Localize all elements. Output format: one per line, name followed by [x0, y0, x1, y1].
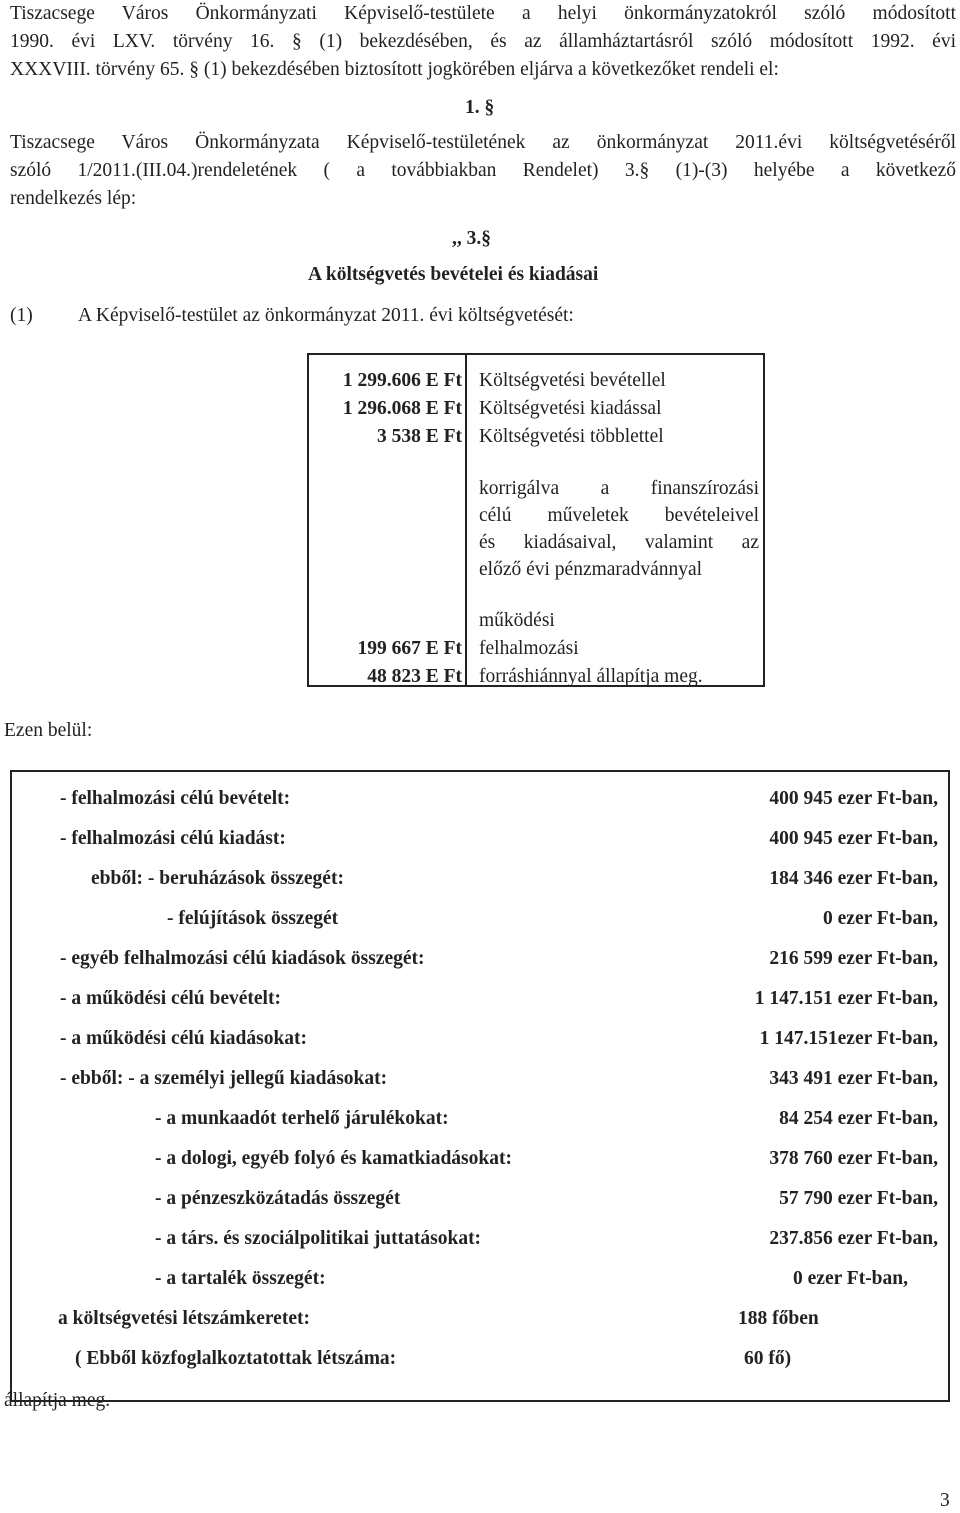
- deficit-amount-capital: 48 823 E Ft: [367, 666, 462, 687]
- detail-label-public-workers: ( Ebből közfoglalkoztatottak létszáma:: [75, 1348, 397, 1369]
- budget-note-line-1: korrigálva a finanszírozási: [479, 478, 759, 499]
- budget-amount-surplus: 3 538 E Ft: [376, 426, 462, 447]
- detail-value-social: 237.856 ezer Ft-ban,: [769, 1228, 938, 1249]
- detail-value-investments: 184 346 ezer Ft-ban,: [769, 868, 938, 889]
- detail-label-employer-contributions: - a munkaadót terhelő járulékokat:: [155, 1108, 449, 1129]
- paragraph-number: (1): [10, 305, 33, 326]
- budget-amount-expenditure: 1 296.068 E Ft: [342, 398, 462, 419]
- detail-label-headcount: a költségvetési létszámkeretet:: [58, 1308, 310, 1329]
- section-1-heading: 1. §: [465, 97, 495, 118]
- detail-label-other-capital: - egyéb felhalmozási célú kiadások összegét:: [60, 948, 425, 969]
- detail-value-renovations: 0 ezer Ft-ban,: [823, 908, 938, 929]
- detail-value-operating-expenditure: 1 147.151ezer Ft-ban,: [759, 1028, 938, 1049]
- intro-line-2: 1990. évi LXV. törvény 16. § (1) bekezdésében, és az államháztartásról szóló módosított 1992. évi: [10, 31, 956, 52]
- detail-label-operating-revenue: - a működési célú bevételt:: [60, 988, 281, 1009]
- budget-note-line-2: célú műveletek bevételeivel: [479, 505, 759, 526]
- section-3-title: A költségvetés bevételei és kiadásai: [308, 264, 599, 285]
- detail-value-capital-expenditure: 400 945 ezer Ft-ban,: [769, 828, 938, 849]
- detail-value-material: 378 760 ezer Ft-ban,: [769, 1148, 938, 1169]
- detail-label-operating-expenditure: - a működési célú kiadásokat:: [60, 1028, 308, 1049]
- detail-value-reserve: 0 ezer Ft-ban,: [793, 1268, 908, 1289]
- detail-value-public-workers: 60 fő): [744, 1348, 792, 1369]
- deficit-label-operating: működési: [479, 610, 555, 631]
- detail-value-transfers: 57 790 ezer Ft-ban,: [779, 1188, 938, 1209]
- budget-label-revenue: Költségvetési bevétellel: [479, 370, 666, 391]
- paragraph-text: A Képviselő-testület az önkormányzat 2011. évi költségvetését:: [78, 305, 574, 326]
- detail-label-investments: ebből: - beruházások összegét:: [91, 868, 344, 889]
- budget-label-surplus: Költségvetési többlettel: [479, 426, 664, 447]
- detail-label-capital-revenue: - felhalmozási célú bevételt:: [60, 788, 291, 809]
- budget-label-expenditure: Költségvetési kiadással: [479, 398, 662, 419]
- detail-label-transfers: - a pénzeszközátadás összegét: [155, 1188, 401, 1209]
- section-1-line-1: Tiszacsege Város Önkormányzata Képviselő-testületének az önkormányzat 2011.évi költségvetéséről: [10, 132, 956, 153]
- section-3-heading: ,, 3.§: [452, 228, 491, 249]
- detail-value-capital-revenue: 400 945 ezer Ft-ban,: [769, 788, 938, 809]
- section-1-line-3: rendelkezés lép:: [10, 188, 137, 209]
- detail-label-social: - a társ. és szociálpolitikai juttatásokat:: [155, 1228, 482, 1249]
- budget-note-line-4: előző évi pénzmaradvánnyal: [479, 559, 703, 580]
- detail-value-other-capital: 216 599 ezer Ft-ban,: [769, 948, 938, 969]
- detail-label-reserve: - a tartalék összegét:: [155, 1268, 326, 1289]
- detail-label-material: - a dologi, egyéb folyó és kamatkiadásokat:: [155, 1148, 512, 1169]
- ezen-belul-label: Ezen belül:: [4, 720, 93, 741]
- detail-value-employer-contributions: 84 254 ezer Ft-ban,: [779, 1108, 938, 1129]
- deficit-amount-operating: 199 667 E Ft: [357, 638, 462, 659]
- deficit-label-closing: forráshiánnyal állapítja meg.: [479, 666, 703, 687]
- detail-label-renovations: - felújítások összegét: [167, 908, 339, 929]
- detail-value-headcount: 188 főben: [738, 1308, 819, 1329]
- budget-amount-revenue: 1 299.606 E Ft: [342, 370, 462, 391]
- section-1-line-2: szóló 1/2011.(III.04.)rendeletének ( a továbbiakban Rendelet) 3.§ (1)-(3) helyébe a következő: [10, 160, 956, 181]
- budget-note-line-3: és kiadásaival, valamint az: [479, 532, 759, 553]
- detail-label-personnel: - ebből: - a személyi jellegű kiadásokat:: [60, 1068, 388, 1089]
- closing-text: állapítja meg.: [4, 1390, 111, 1411]
- budget-table-divider: [465, 353, 467, 687]
- detail-label-capital-expenditure: - felhalmozási célú kiadást:: [60, 828, 286, 849]
- detail-value-personnel: 343 491 ezer Ft-ban,: [769, 1068, 938, 1089]
- page-number: 3: [940, 1490, 950, 1511]
- detail-value-operating-revenue: 1 147.151 ezer Ft-ban,: [754, 988, 938, 1009]
- deficit-label-capital: felhalmozási: [479, 638, 579, 659]
- intro-line-1: Tiszacsege Város Önkormányzati Képviselő-testülete a helyi önkormányzatokról szóló módosított: [10, 3, 956, 24]
- intro-line-3: XXXVIII. törvény 65. § (1) bekezdésében biztosított jogkörében eljárva a következőket rendeli el:: [10, 59, 779, 80]
